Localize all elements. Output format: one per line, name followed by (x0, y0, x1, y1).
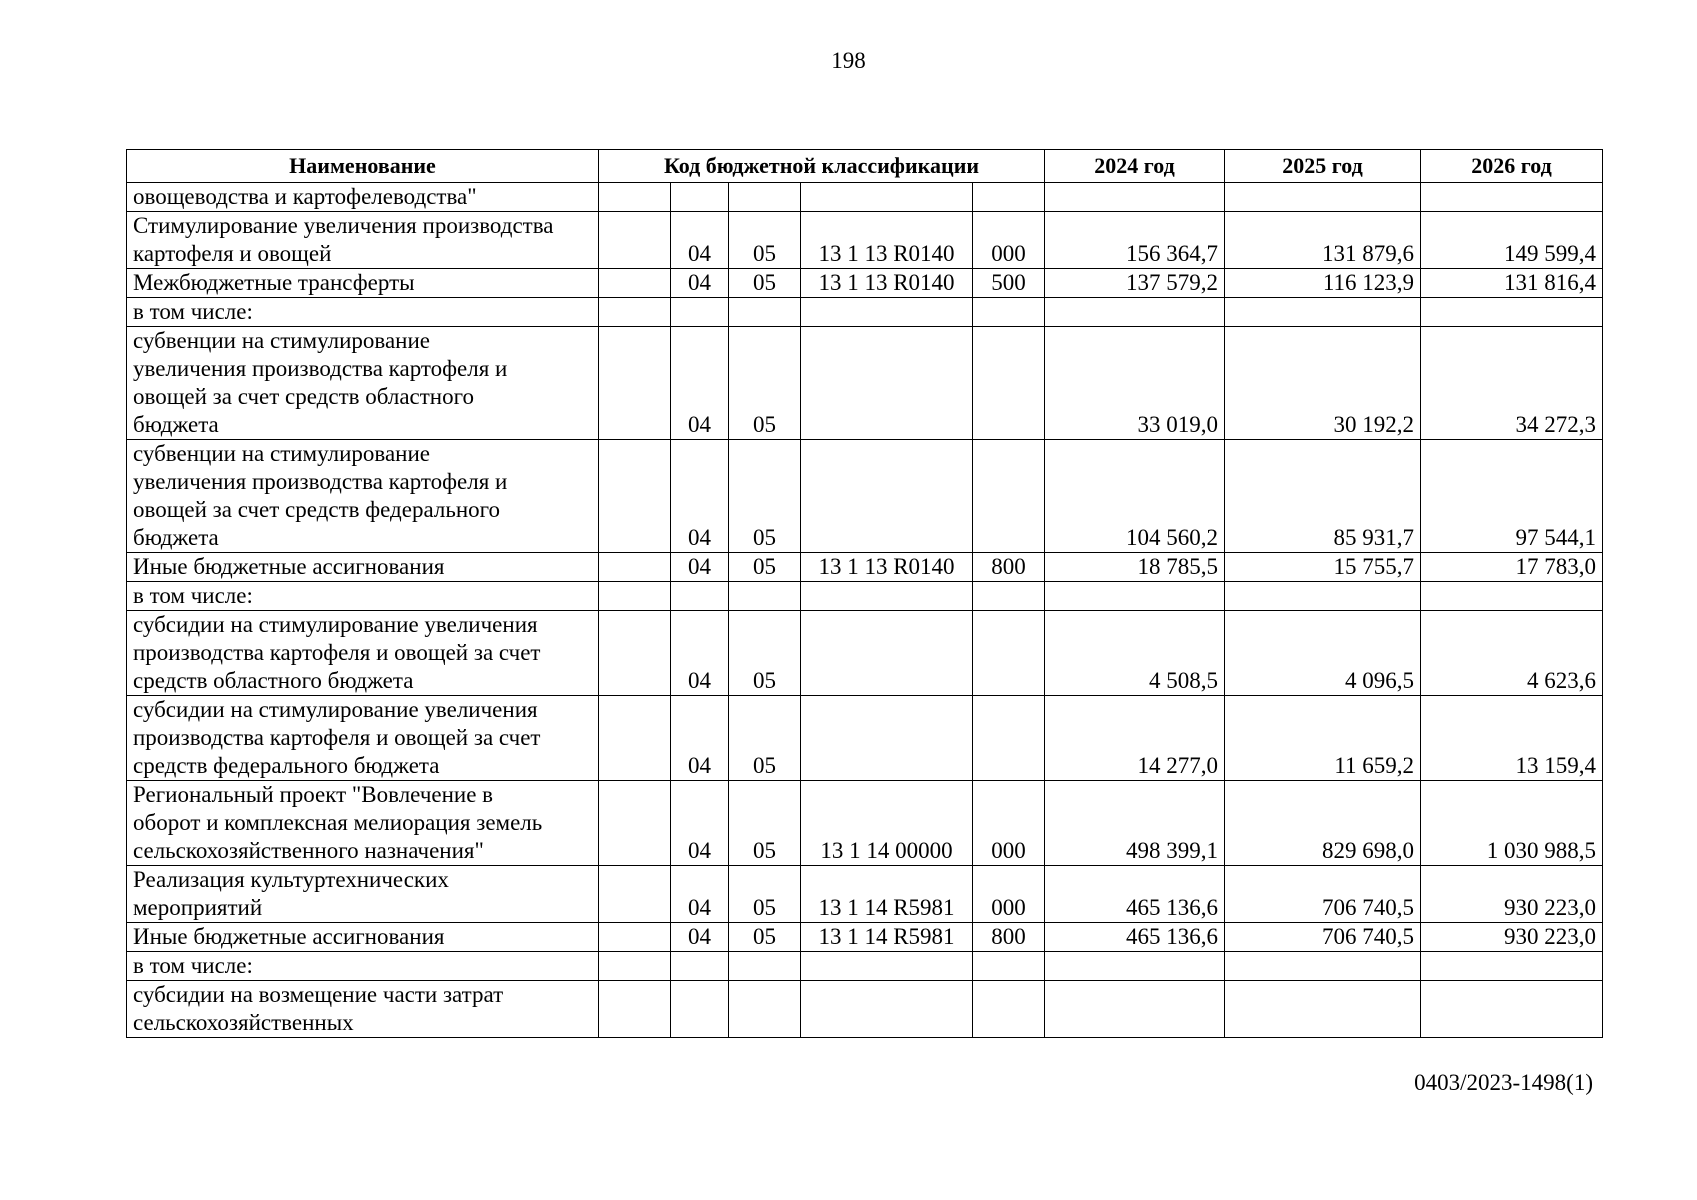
code-subsection (729, 582, 801, 611)
table-row (127, 611, 1603, 696)
code-subsection: 05 (729, 212, 801, 269)
code-section: 04 (671, 212, 729, 269)
amount-2026 (1421, 981, 1603, 1038)
header-2026: 2026 год (1421, 150, 1603, 183)
code-target-article: 13 1 13 R0140 (801, 269, 973, 298)
table-row (127, 212, 1603, 269)
code-section: 04 (671, 696, 729, 781)
row-name: в том числе: (127, 952, 599, 981)
code-section: 04 (671, 327, 729, 440)
code-subsection: 05 (729, 696, 801, 781)
row-name: субсидии на стимулирование увеличения производства картофеля и овощей за счет средств областного бюджета (127, 611, 599, 696)
amount-2025: 15 755,7 (1225, 553, 1421, 582)
amount-2025: 11 659,2 (1225, 696, 1421, 781)
table-row (127, 327, 1603, 440)
amount-2026: 34 272,3 (1421, 327, 1603, 440)
amount-2025 (1225, 298, 1421, 327)
amount-2024: 465 136,6 (1045, 866, 1225, 923)
code-subsection (729, 952, 801, 981)
code-subsection (729, 298, 801, 327)
amount-2024: 465 136,6 (1045, 923, 1225, 952)
table-row (127, 866, 1603, 923)
amount-2025 (1225, 952, 1421, 981)
amount-2026: 930 223,0 (1421, 923, 1603, 952)
row-name: Региональный проект "Вовлечение в оборот и комплексная мелиорация земель сельскохозяйственного назначения" (127, 781, 599, 866)
table-row (127, 553, 1603, 582)
table-row (127, 440, 1603, 553)
amount-2025: 116 123,9 (1225, 269, 1421, 298)
amount-2025 (1225, 183, 1421, 212)
table-row (127, 981, 1603, 1038)
code-target-article (801, 327, 973, 440)
code-subsection: 05 (729, 781, 801, 866)
code-section: 04 (671, 440, 729, 553)
amount-2024 (1045, 582, 1225, 611)
amount-2026: 97 544,1 (1421, 440, 1603, 553)
code-section: 04 (671, 781, 729, 866)
code-section: 04 (671, 923, 729, 952)
code-expense-type (973, 981, 1045, 1038)
code-subsection: 05 (729, 611, 801, 696)
amount-2024: 104 560,2 (1045, 440, 1225, 553)
amount-2025: 706 740,5 (1225, 923, 1421, 952)
code-section-blank (599, 582, 671, 611)
amount-2026: 149 599,4 (1421, 212, 1603, 269)
amount-2025: 4 096,5 (1225, 611, 1421, 696)
row-name: субсидии на возмещение части затрат сельскохозяйственных (127, 981, 599, 1038)
amount-2024: 18 785,5 (1045, 553, 1225, 582)
amount-2026: 131 816,4 (1421, 269, 1603, 298)
code-subsection: 05 (729, 327, 801, 440)
amount-2024 (1045, 298, 1225, 327)
code-expense-type: 800 (973, 923, 1045, 952)
table-row (127, 582, 1603, 611)
code-section-blank (599, 696, 671, 781)
code-subsection: 05 (729, 866, 801, 923)
row-name: Иные бюджетные ассигнования (127, 553, 599, 582)
amount-2024: 33 019,0 (1045, 327, 1225, 440)
code-expense-type: 000 (973, 781, 1045, 866)
code-subsection: 05 (729, 553, 801, 582)
page-number: 198 (831, 48, 866, 73)
row-name: Реализация культуртехнических мероприятий (127, 866, 599, 923)
code-target-article (801, 298, 973, 327)
code-expense-type (973, 952, 1045, 981)
code-target-article (801, 440, 973, 553)
code-expense-type: 000 (973, 866, 1045, 923)
code-section-blank (599, 553, 671, 582)
row-name: субвенции на стимулирование увеличения производства картофеля и овощей за счет средств федерального бюджета (127, 440, 599, 553)
code-expense-type: 800 (973, 553, 1045, 582)
code-expense-type (973, 611, 1045, 696)
amount-2024: 498 399,1 (1045, 781, 1225, 866)
budget-table (126, 149, 1603, 1038)
amount-2025: 30 192,2 (1225, 327, 1421, 440)
table-row (127, 923, 1603, 952)
code-target-article: 13 1 14 R5981 (801, 923, 973, 952)
table-row (127, 696, 1603, 781)
code-section-blank (599, 327, 671, 440)
code-expense-type: 500 (973, 269, 1045, 298)
code-section (671, 183, 729, 212)
table-header-row (127, 150, 1603, 183)
amount-2025: 85 931,7 (1225, 440, 1421, 553)
row-name: Стимулирование увеличения производства картофеля и овощей (127, 212, 599, 269)
amount-2025 (1225, 582, 1421, 611)
amount-2026 (1421, 952, 1603, 981)
row-name: Иные бюджетные ассигнования (127, 923, 599, 952)
code-target-article (801, 183, 973, 212)
code-target-article (801, 696, 973, 781)
code-section: 04 (671, 269, 729, 298)
table-row (127, 781, 1603, 866)
code-section-blank (599, 923, 671, 952)
amount-2026: 930 223,0 (1421, 866, 1603, 923)
code-section (671, 582, 729, 611)
amount-2025: 706 740,5 (1225, 866, 1421, 923)
row-name: в том числе: (127, 582, 599, 611)
code-target-article (801, 981, 973, 1038)
amount-2025: 829 698,0 (1225, 781, 1421, 866)
code-section-blank (599, 611, 671, 696)
code-section-blank (599, 440, 671, 553)
code-subsection: 05 (729, 269, 801, 298)
code-section-blank (599, 781, 671, 866)
code-section-blank (599, 212, 671, 269)
code-expense-type (973, 298, 1045, 327)
amount-2024: 4 508,5 (1045, 611, 1225, 696)
code-expense-type (973, 696, 1045, 781)
table-row (127, 298, 1603, 327)
code-expense-type (973, 183, 1045, 212)
code-section-blank (599, 269, 671, 298)
code-expense-type: 000 (973, 212, 1045, 269)
header-2024: 2024 год (1045, 150, 1225, 183)
code-section-blank (599, 183, 671, 212)
code-section-blank (599, 866, 671, 923)
header-name: Наименование (127, 150, 599, 183)
code-target-article: 13 1 13 R0140 (801, 553, 973, 582)
code-section (671, 981, 729, 1038)
amount-2024: 137 579,2 (1045, 269, 1225, 298)
amount-2024: 156 364,7 (1045, 212, 1225, 269)
code-section: 04 (671, 553, 729, 582)
code-section (671, 298, 729, 327)
code-section-blank (599, 981, 671, 1038)
code-section: 04 (671, 866, 729, 923)
code-subsection: 05 (729, 440, 801, 553)
code-target-article (801, 582, 973, 611)
code-subsection (729, 183, 801, 212)
code-expense-type (973, 327, 1045, 440)
header-2025: 2025 год (1225, 150, 1421, 183)
amount-2026 (1421, 582, 1603, 611)
amount-2026 (1421, 298, 1603, 327)
table-row (127, 952, 1603, 981)
amount-2024 (1045, 952, 1225, 981)
code-expense-type (973, 582, 1045, 611)
code-target-article (801, 611, 973, 696)
table-row (127, 183, 1603, 212)
code-section (671, 952, 729, 981)
row-name: Межбюджетные трансферты (127, 269, 599, 298)
header-budget-code: Код бюджетной классификации (599, 150, 1045, 183)
amount-2024 (1045, 981, 1225, 1038)
row-name: в том числе: (127, 298, 599, 327)
code-target-article: 13 1 13 R0140 (801, 212, 973, 269)
code-target-article: 13 1 14 R5981 (801, 866, 973, 923)
amount-2026: 13 159,4 (1421, 696, 1603, 781)
document-id: 0403/2023-1498(1) (1414, 1070, 1593, 1095)
amount-2026: 17 783,0 (1421, 553, 1603, 582)
code-expense-type (973, 440, 1045, 553)
code-subsection: 05 (729, 923, 801, 952)
amount-2025: 131 879,6 (1225, 212, 1421, 269)
amount-2026 (1421, 183, 1603, 212)
row-name: субсидии на стимулирование увеличения производства картофеля и овощей за счет средств федерального бюджета (127, 696, 599, 781)
code-section-blank (599, 298, 671, 327)
amount-2026: 4 623,6 (1421, 611, 1603, 696)
row-name: овощеводства и картофелеводства" (127, 183, 599, 212)
code-target-article (801, 952, 973, 981)
amount-2026: 1 030 988,5 (1421, 781, 1603, 866)
row-name: субвенции на стимулирование увеличения производства картофеля и овощей за счет средств областного бюджета (127, 327, 599, 440)
amount-2025 (1225, 981, 1421, 1038)
code-subsection (729, 981, 801, 1038)
amount-2024: 14 277,0 (1045, 696, 1225, 781)
code-section: 04 (671, 611, 729, 696)
code-section-blank (599, 952, 671, 981)
amount-2024 (1045, 183, 1225, 212)
table-row (127, 269, 1603, 298)
code-target-article: 13 1 14 00000 (801, 781, 973, 866)
